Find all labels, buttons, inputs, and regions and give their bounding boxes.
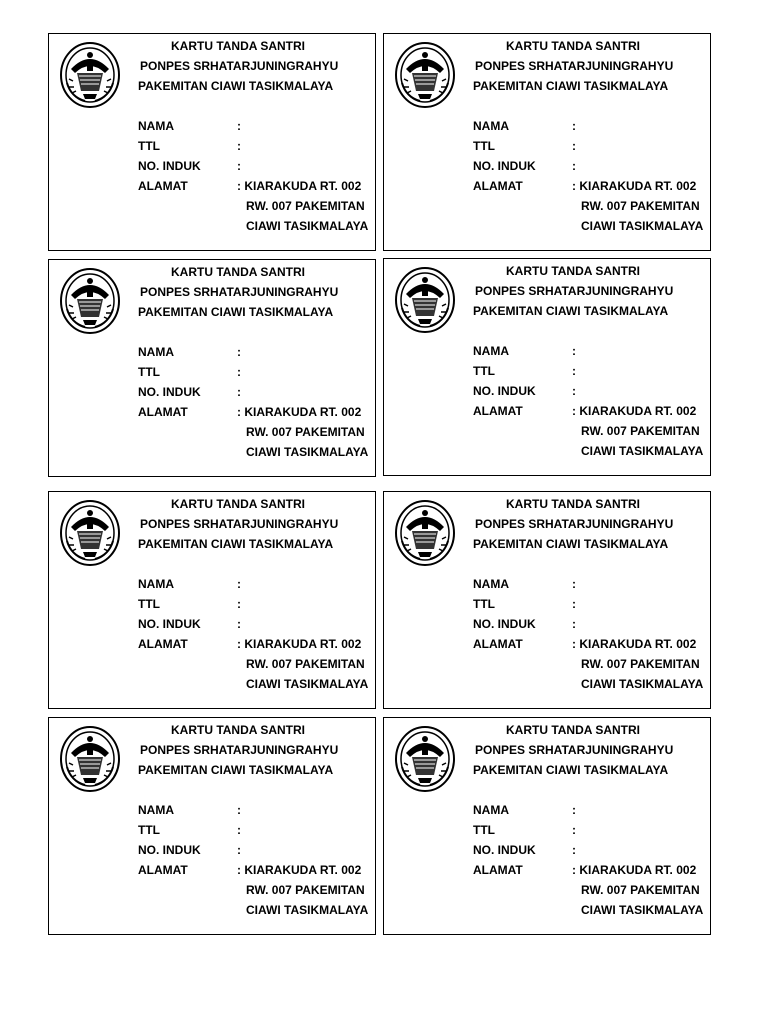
card-institution: PONPES SRHATARJUNINGRAHYU (140, 59, 339, 73)
field-label-nama: NAMA (138, 119, 174, 133)
id-card-4 (383, 258, 711, 476)
field-value-alamat-line1: : KIARAKUDA RT. 002 (237, 405, 362, 419)
field-value-alamat-line1: : KIARAKUDA RT. 002 (237, 863, 362, 877)
pesantren-emblem-logo (394, 723, 456, 793)
card-title: KARTU TANDA SANTRI (506, 39, 640, 53)
field-colon-nama: : (237, 803, 241, 817)
field-label-alamat: ALAMAT (473, 404, 523, 418)
field-value-alamat-line3: CIAWI TASIKMALAYA (581, 677, 704, 691)
field-colon-no-induk: : (237, 617, 241, 631)
field-label-no-induk: NO. INDUK (473, 159, 536, 173)
field-label-ttl: TTL (138, 597, 160, 611)
field-label-no-induk: NO. INDUK (473, 843, 536, 857)
field-value-alamat-line2: RW. 007 PAKEMITAN (246, 657, 365, 671)
card-title: KARTU TANDA SANTRI (171, 497, 305, 511)
card-institution: PONPES SRHATARJUNINGRAHYU (475, 743, 674, 757)
field-colon-no-induk: : (237, 159, 241, 173)
field-value-alamat-line2: RW. 007 PAKEMITAN (581, 199, 700, 213)
field-value-alamat-line2: RW. 007 PAKEMITAN (246, 425, 365, 439)
field-label-alamat: ALAMAT (138, 179, 188, 193)
field-colon-ttl: : (572, 364, 576, 378)
field-value-alamat-line3: CIAWI TASIKMALAYA (246, 903, 369, 917)
field-value-alamat-line1: : KIARAKUDA RT. 002 (572, 863, 697, 877)
card-institution: PONPES SRHATARJUNINGRAHYU (475, 59, 674, 73)
field-colon-ttl: : (237, 139, 241, 153)
field-label-no-induk: NO. INDUK (138, 159, 201, 173)
field-label-ttl: TTL (138, 823, 160, 837)
id-card-2 (383, 33, 711, 251)
field-value-alamat-line1: : KIARAKUDA RT. 002 (572, 637, 697, 651)
pesantren-emblem-logo (59, 723, 121, 793)
card-institution: PONPES SRHATARJUNINGRAHYU (475, 284, 674, 298)
field-value-alamat-line1: : KIARAKUDA RT. 002 (572, 404, 697, 418)
pesantren-emblem-logo (59, 265, 121, 335)
field-colon-no-induk: : (572, 384, 576, 398)
field-label-ttl: TTL (473, 823, 495, 837)
card-location: PAKEMITAN CIAWI TASIKMALAYA (473, 304, 669, 318)
field-colon-nama: : (572, 577, 576, 591)
field-value-alamat-line2: RW. 007 PAKEMITAN (246, 883, 365, 897)
pesantren-emblem-logo (394, 497, 456, 567)
field-label-ttl: TTL (473, 597, 495, 611)
field-label-alamat: ALAMAT (138, 863, 188, 877)
field-colon-no-induk: : (237, 843, 241, 857)
card-title: KARTU TANDA SANTRI (506, 264, 640, 278)
field-label-no-induk: NO. INDUK (473, 384, 536, 398)
field-colon-nama: : (237, 119, 241, 133)
field-colon-no-induk: : (237, 385, 241, 399)
id-card-6 (383, 491, 711, 709)
field-colon-ttl: : (237, 823, 241, 837)
field-label-no-induk: NO. INDUK (473, 617, 536, 631)
field-value-alamat-line1: : KIARAKUDA RT. 002 (572, 179, 697, 193)
field-label-nama: NAMA (473, 803, 509, 817)
card-location: PAKEMITAN CIAWI TASIKMALAYA (138, 79, 334, 93)
field-colon-ttl: : (237, 597, 241, 611)
card-title: KARTU TANDA SANTRI (506, 723, 640, 737)
field-label-ttl: TTL (473, 139, 495, 153)
card-location: PAKEMITAN CIAWI TASIKMALAYA (138, 537, 334, 551)
field-colon-nama: : (237, 577, 241, 591)
card-institution: PONPES SRHATARJUNINGRAHYU (140, 517, 339, 531)
field-value-alamat-line3: CIAWI TASIKMALAYA (581, 219, 704, 233)
field-colon-nama: : (572, 119, 576, 133)
field-colon-no-induk: : (572, 159, 576, 173)
field-colon-nama: : (572, 344, 576, 358)
field-colon-ttl: : (572, 823, 576, 837)
field-colon-ttl: : (572, 139, 576, 153)
field-colon-no-induk: : (572, 617, 576, 631)
field-label-nama: NAMA (138, 577, 174, 591)
field-label-ttl: TTL (473, 364, 495, 378)
pesantren-emblem-logo (59, 497, 121, 567)
pesantren-emblem-logo (394, 39, 456, 109)
card-title: KARTU TANDA SANTRI (171, 265, 305, 279)
field-colon-nama: : (572, 803, 576, 817)
field-label-alamat: ALAMAT (138, 637, 188, 651)
field-value-alamat-line3: CIAWI TASIKMALAYA (581, 444, 704, 458)
card-institution: PONPES SRHATARJUNINGRAHYU (140, 285, 339, 299)
id-card-8 (383, 717, 711, 935)
field-value-alamat-line1: : KIARAKUDA RT. 002 (237, 179, 362, 193)
field-value-alamat-line3: CIAWI TASIKMALAYA (246, 219, 369, 233)
field-label-nama: NAMA (473, 577, 509, 591)
field-value-alamat-line3: CIAWI TASIKMALAYA (581, 903, 704, 917)
card-title: KARTU TANDA SANTRI (506, 497, 640, 511)
field-colon-no-induk: : (572, 843, 576, 857)
pesantren-emblem-logo (59, 39, 121, 109)
field-value-alamat-line3: CIAWI TASIKMALAYA (246, 445, 369, 459)
field-value-alamat-line2: RW. 007 PAKEMITAN (246, 199, 365, 213)
field-label-no-induk: NO. INDUK (138, 385, 201, 399)
card-title: KARTU TANDA SANTRI (171, 39, 305, 53)
field-label-ttl: TTL (138, 139, 160, 153)
card-title: KARTU TANDA SANTRI (171, 723, 305, 737)
field-label-no-induk: NO. INDUK (138, 617, 201, 631)
field-value-alamat-line1: : KIARAKUDA RT. 002 (237, 637, 362, 651)
card-location: PAKEMITAN CIAWI TASIKMALAYA (473, 79, 669, 93)
field-value-alamat-line2: RW. 007 PAKEMITAN (581, 424, 700, 438)
field-label-nama: NAMA (138, 345, 174, 359)
field-label-alamat: ALAMAT (473, 179, 523, 193)
field-colon-ttl: : (572, 597, 576, 611)
id-card-1 (48, 33, 376, 251)
card-institution: PONPES SRHATARJUNINGRAHYU (475, 517, 674, 531)
field-label-alamat: ALAMAT (138, 405, 188, 419)
id-card-7 (48, 717, 376, 935)
field-label-alamat: ALAMAT (473, 637, 523, 651)
pesantren-emblem-logo (394, 264, 456, 334)
field-label-alamat: ALAMAT (473, 863, 523, 877)
field-label-ttl: TTL (138, 365, 160, 379)
card-institution: PONPES SRHATARJUNINGRAHYU (140, 743, 339, 757)
field-value-alamat-line2: RW. 007 PAKEMITAN (581, 657, 700, 671)
field-colon-ttl: : (237, 365, 241, 379)
field-label-nama: NAMA (473, 344, 509, 358)
card-location: PAKEMITAN CIAWI TASIKMALAYA (473, 537, 669, 551)
field-label-nama: NAMA (138, 803, 174, 817)
field-value-alamat-line2: RW. 007 PAKEMITAN (581, 883, 700, 897)
card-location: PAKEMITAN CIAWI TASIKMALAYA (473, 763, 669, 777)
field-label-no-induk: NO. INDUK (138, 843, 201, 857)
field-label-nama: NAMA (473, 119, 509, 133)
id-card-3 (48, 259, 376, 477)
id-card-5 (48, 491, 376, 709)
card-location: PAKEMITAN CIAWI TASIKMALAYA (138, 305, 334, 319)
field-colon-nama: : (237, 345, 241, 359)
field-value-alamat-line3: CIAWI TASIKMALAYA (246, 677, 369, 691)
card-location: PAKEMITAN CIAWI TASIKMALAYA (138, 763, 334, 777)
